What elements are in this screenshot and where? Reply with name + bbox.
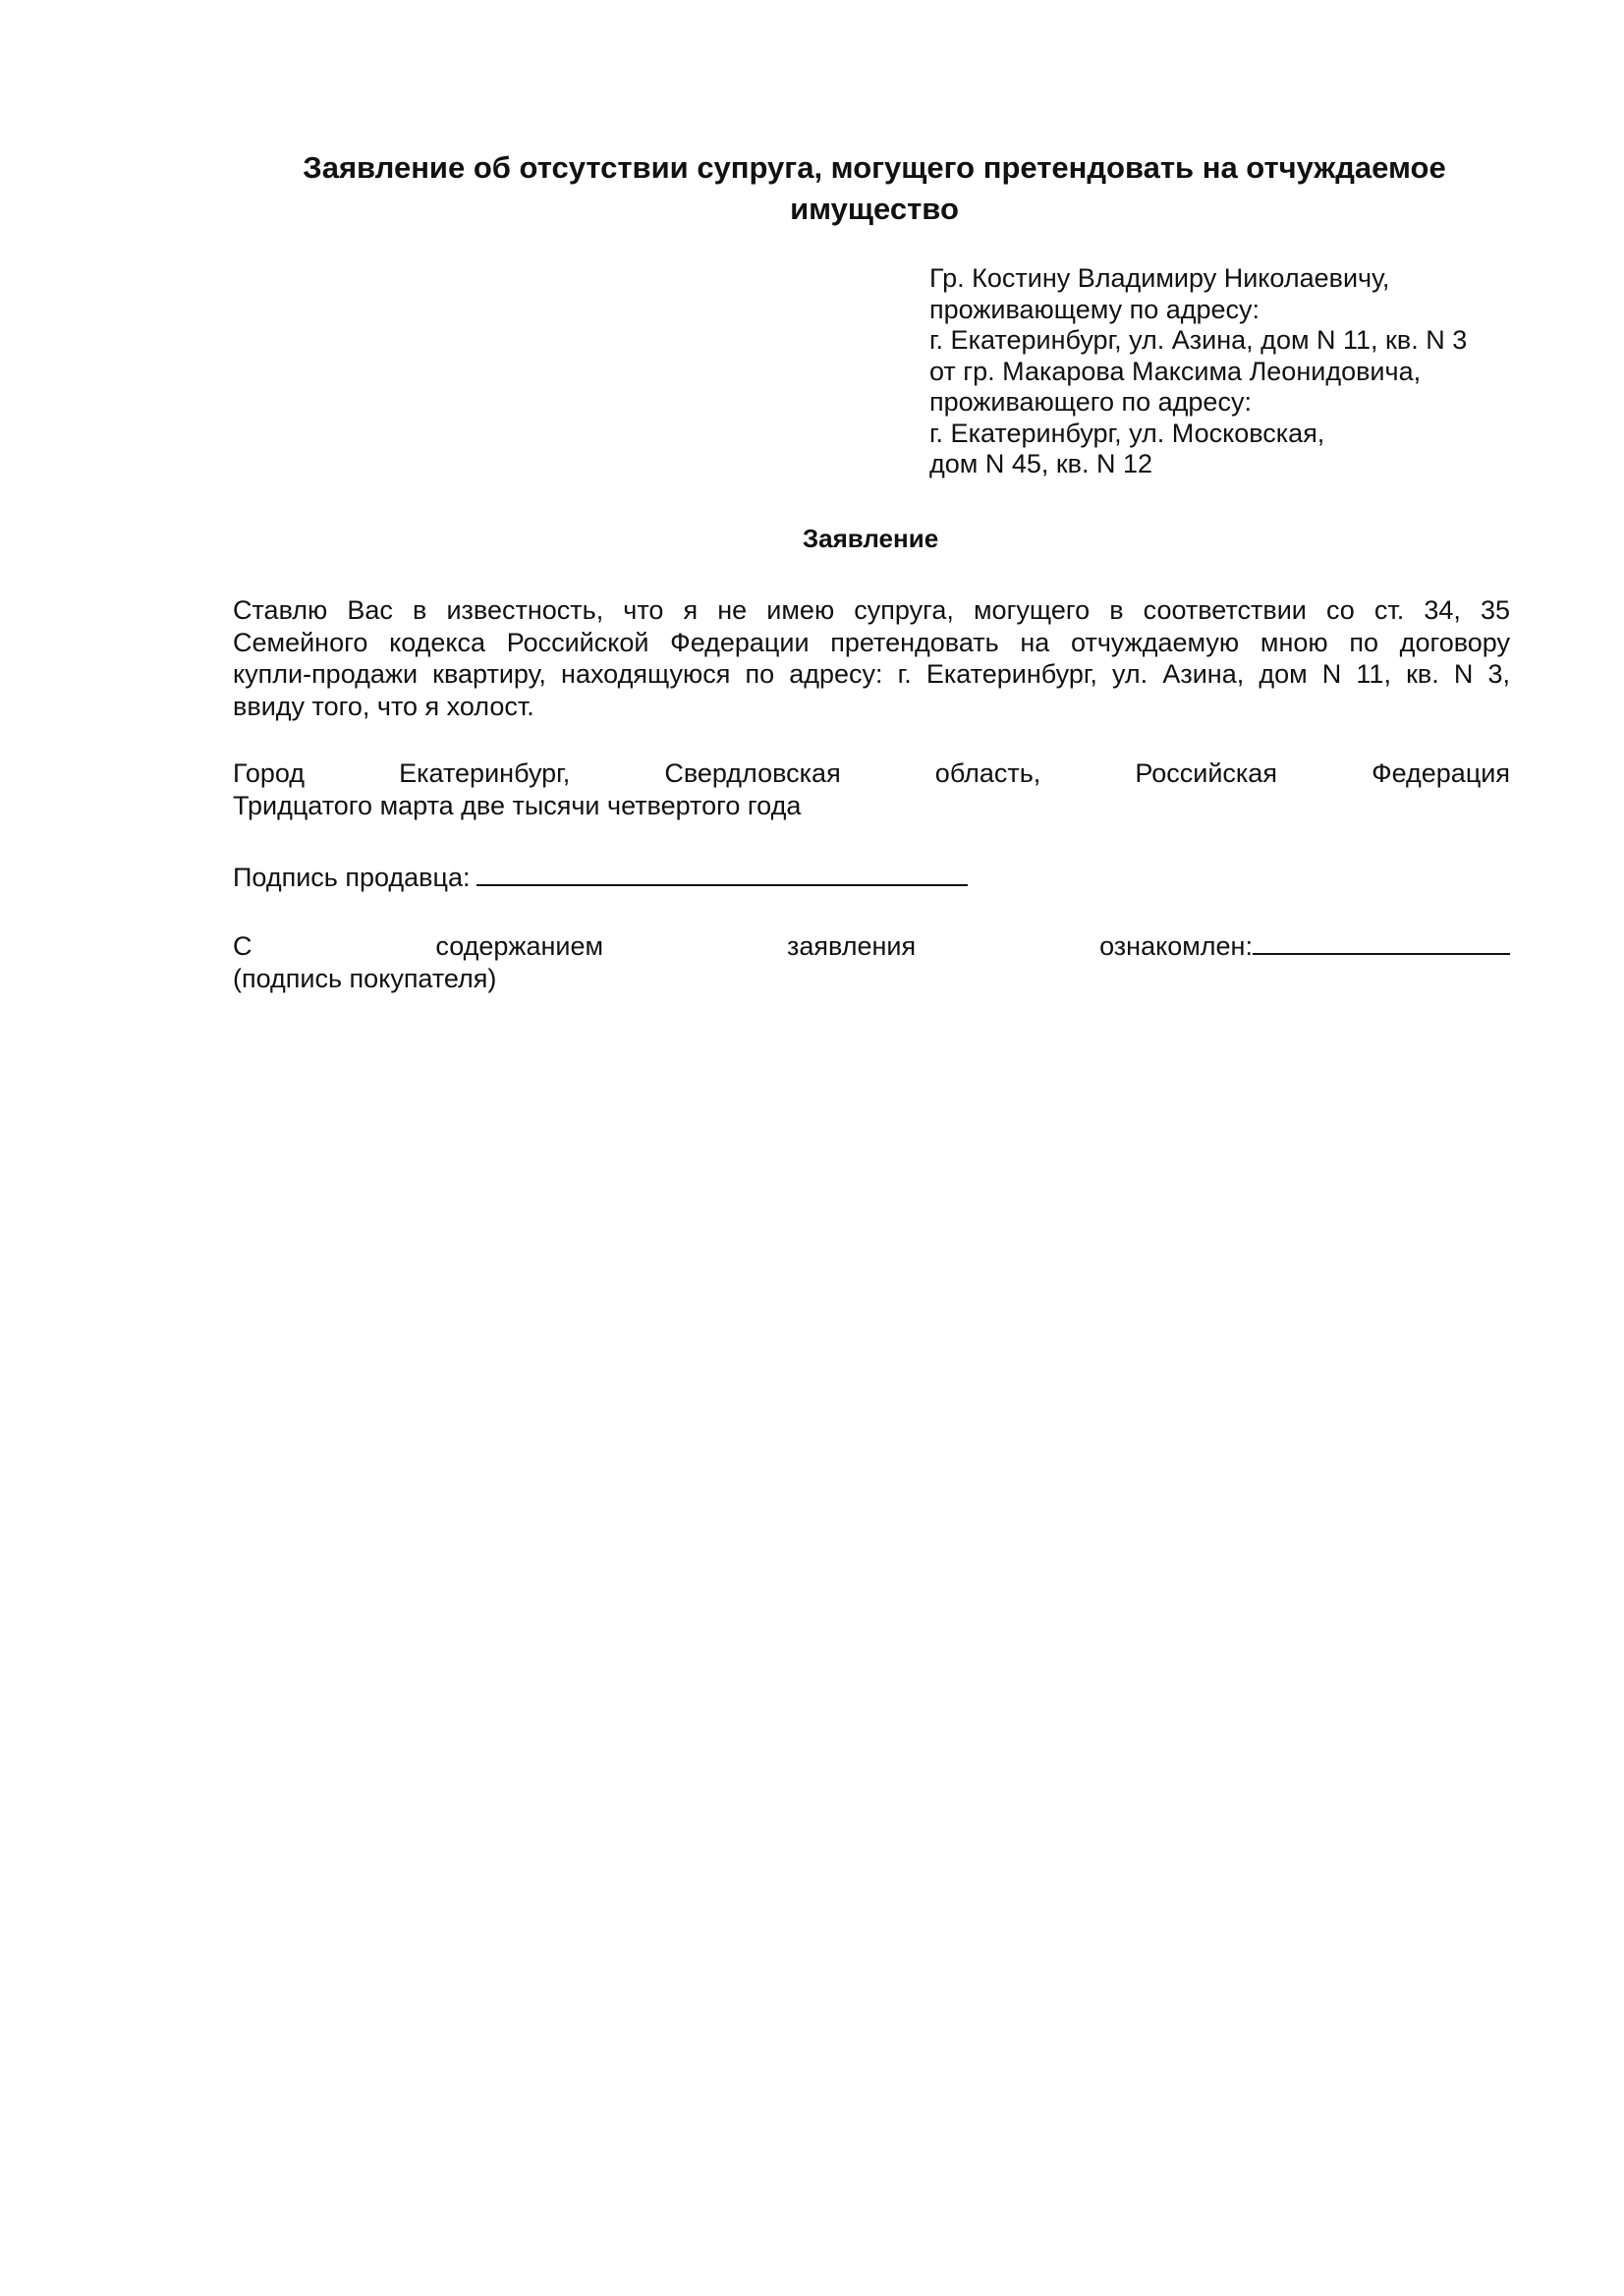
addressee-line: проживающего по адресу: <box>929 387 1252 417</box>
place-line: Город Екатеринбург, Свердловская область, Российская Федерация <box>233 758 1510 788</box>
statement-body <box>233 594 1510 722</box>
seller-signature-label: Подпись продавца: <box>233 863 471 892</box>
addressee-line: г. Екатеринбург, ул. Азина, дом N 11, кв. N 3 <box>929 325 1468 355</box>
addressee-line: от гр. Макарова Максима Леонидовича, <box>929 356 1422 386</box>
buyer-word: С <box>233 931 252 961</box>
seller-signature-line <box>476 861 968 886</box>
buyer-word: ознакомлен: <box>1099 931 1253 961</box>
addressee-block <box>929 263 1558 480</box>
buyer-signature-line <box>1253 929 1510 955</box>
date-line: Тридцатого марта две тысячи четвертого года <box>233 790 802 820</box>
buyer-word: содержанием <box>435 931 604 961</box>
document-title: Заявление об отсутствии супруга, могущего претендовать на отчуждаемое имущество <box>303 150 1446 226</box>
addressee-line: дом N 45, кв. N 12 <box>929 449 1153 478</box>
place-date-block <box>233 757 1510 821</box>
statement-body-line: Семейного кодекса Российской Федерации претендовать на отчуждаемую мною по договору <box>233 627 1510 657</box>
buyer-acknowledgement-line <box>233 929 1510 963</box>
statement-body-line: ввиду того, что я холост. <box>233 691 534 721</box>
seller-signature <box>233 861 968 893</box>
statement-body-line: Ставлю Вас в известность, что я не имею супруга, могущего в соответствии со ст. 34, 35 <box>233 595 1510 625</box>
buyer-sign-group <box>1099 929 1510 963</box>
buyer-word: заявления <box>787 931 917 961</box>
buyer-signature-caption: (подпись покупателя) <box>233 963 497 993</box>
addressee-line: проживающему по адресу: <box>929 294 1260 324</box>
statement-heading: Заявление <box>802 524 939 553</box>
buyer-acknowledgement <box>233 929 1510 994</box>
statement-body-line: купли-продажи квартиру, находящуюся по адресу: г. Екатеринбург, ул. Азина, дом N 11, кв. N 3, <box>233 659 1510 689</box>
addressee-line: г. Екатеринбург, ул. Московская, <box>929 418 1325 448</box>
addressee-line: Гр. Костину Владимиру Николаевичу, <box>929 263 1390 293</box>
